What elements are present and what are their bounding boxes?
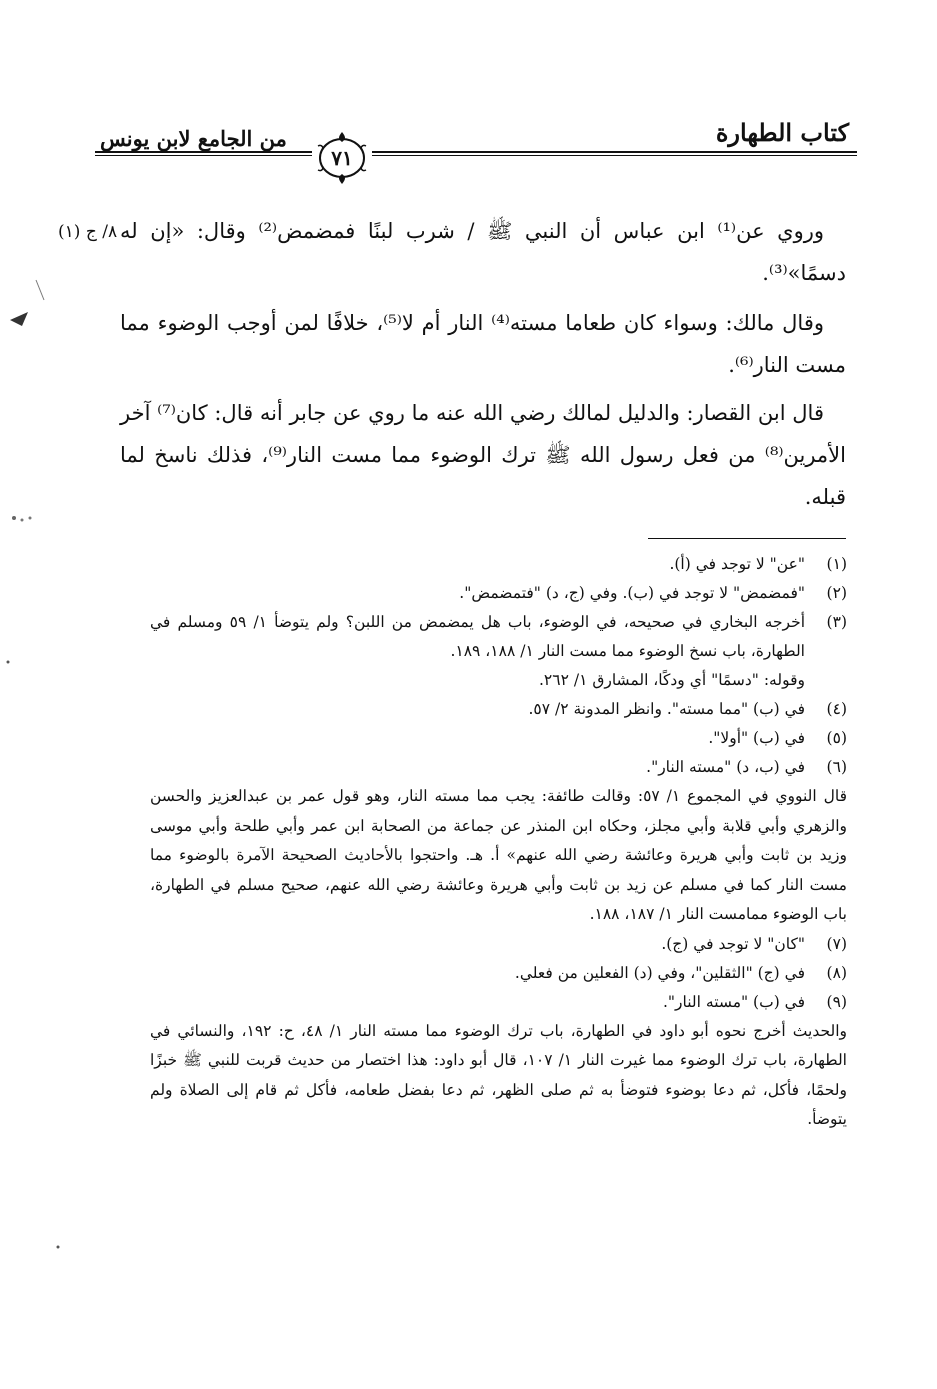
footnote-number: (١) [826, 555, 847, 573]
page-number-badge [312, 130, 372, 186]
footnote-4 [150, 695, 847, 724]
footnote-number: (٦) [826, 758, 847, 776]
footnote-extra: وقوله: "دسمًا" أي ودكًا، المشارق ١/ ٢٦٢. [538, 671, 805, 689]
footnote-number: (٣) [826, 613, 847, 631]
footnote-text: في (ب) "مسته النار". [662, 992, 805, 1011]
source-title: من الجامع لابن يونس [100, 126, 287, 151]
footnote-2 [150, 579, 847, 608]
footnote-9 [150, 988, 847, 1017]
footnote-number: (٧) [826, 934, 847, 953]
footnote-text: في (ج) "الثقلين"، وفي (د) الفعلين من فعلي. [514, 963, 805, 982]
page-number: ٧١ [331, 146, 353, 170]
footnote-separator [648, 538, 846, 539]
footnote-text: في (ب، د) "مسته النار". [646, 758, 805, 776]
margin-folio-note: ٨/ ج (١) [58, 222, 118, 242]
header-rule [95, 151, 857, 153]
body-paragraph-1 [120, 210, 846, 294]
header-rule-thin [95, 155, 857, 156]
paragraph-text: قال ابن القصار: والدليل لمالك رضي الله عنه ما روي عن جابر أنه قال: كان⁽⁷⁾ آخر الأمرين⁽⁸⁾ من فعل رسول الله ﷺ ترك الوضوء مما مست النار⁽⁹⁾، فذلك ناسخ لما قبله. [120, 401, 846, 509]
footnote-7 [150, 930, 847, 959]
footnote-6 [150, 753, 847, 782]
footnote-text: في (ب) "مما مسته". وانظر المدونة ٢/ ٥٧. [528, 700, 805, 718]
footnote-number: (٩) [826, 992, 847, 1011]
footnote-text [150, 608, 805, 695]
body-paragraph-3 [120, 392, 846, 518]
scan-specks [0, 0, 100, 1389]
footnotes [150, 550, 847, 1135]
paragraph-text: وروي عن⁽¹⁾ ابن عباس أن النبي ﷺ / شرب لبنًا فمضمض⁽²⁾ وقال: «إن له دسمًا»⁽³⁾. [120, 219, 846, 285]
footnote-1 [150, 550, 847, 579]
footnote-text: في (ب) "أولا". [708, 729, 805, 747]
footnote-6-commentary: قال النووي في المجموع ١/ ٥٧: وقالت طائفة: يجب مما مسته النار، وهو قول عمر بن عبدالعزيز والحسن والزهري وأبي قلابة وأبي مجلز، وحكاه ابن المنذر عن جماعة من الصحابة ابن عمر وأبي طلحة وأبي موسى وزيد بن ثابت وأبي هريرة وعائشة رضي الله عنهم» أ. هـ. واحتجوا بالأحاديث الصحيحة الآمرة بالوضوء مما مست النار كما في مسلم عن زيد بن ثابت وأبي هريرة وعائشة رضي الله عنهم، صحيح مسلم في الطهارة، باب الوضوء ممامست النار ١/ ١٨٧، ١٨٨. [150, 787, 847, 923]
footnote-5 [150, 724, 847, 753]
footnote-number: (٨) [826, 963, 847, 982]
footnote-text: "كان" لا توجد في (ج). [661, 934, 805, 953]
footnote-9-commentary: والحديث أخرج نحوه أبو داود في الطهارة، باب ترك الوضوء مما مسته النار ١/ ٤٨، ح: ١٩٢، والنسائي في الطهارة، باب ترك الوضوء مما غيرت النار ١/ ١٠٧، قال أبو داود: هذا اختصار من حديث قربت للنبي ﷺ خبزًا ولحمًا، فأكل، ثم دعا بوضوء فتوضأ به ثم صلى الظهر، ثم دعا بفضل طعامه، فأكل ثم قام إلى الصلاة ولم يتوضأ. [150, 1021, 847, 1128]
footnote-text: "عن" لا توجد في (أ). [669, 555, 805, 573]
body-paragraph-2 [120, 302, 846, 386]
footnote-body: أخرجه البخاري في صحيحه، في الوضوء، باب هل يمضمض من اللبن؟ ولم يتوضأ ١/ ٥٩ ومسلم في الطهارة، باب نسخ الوضوء مما مست النار ١/ ١٨٨، ١٨٩. [150, 613, 805, 660]
paragraph-text: وقال مالك: وسواء كان طعاما مسته⁽⁴⁾ النار أم لا⁽⁵⁾، خلافًا لمن أوجب الوضوء مما مست النار⁽⁶⁾. [120, 311, 846, 377]
footnote-number: (٢) [826, 584, 847, 602]
footnote-number: (٤) [826, 700, 847, 718]
book-title: كتاب الطهارة [715, 118, 849, 147]
footnote-text: "فمضمض" لا توجد في (ب). وفي (ج، د) "فتمضمض". [459, 584, 805, 602]
footnote-3 [150, 608, 847, 695]
footnote-number: (٥) [826, 729, 847, 747]
footnote-8 [150, 959, 847, 988]
